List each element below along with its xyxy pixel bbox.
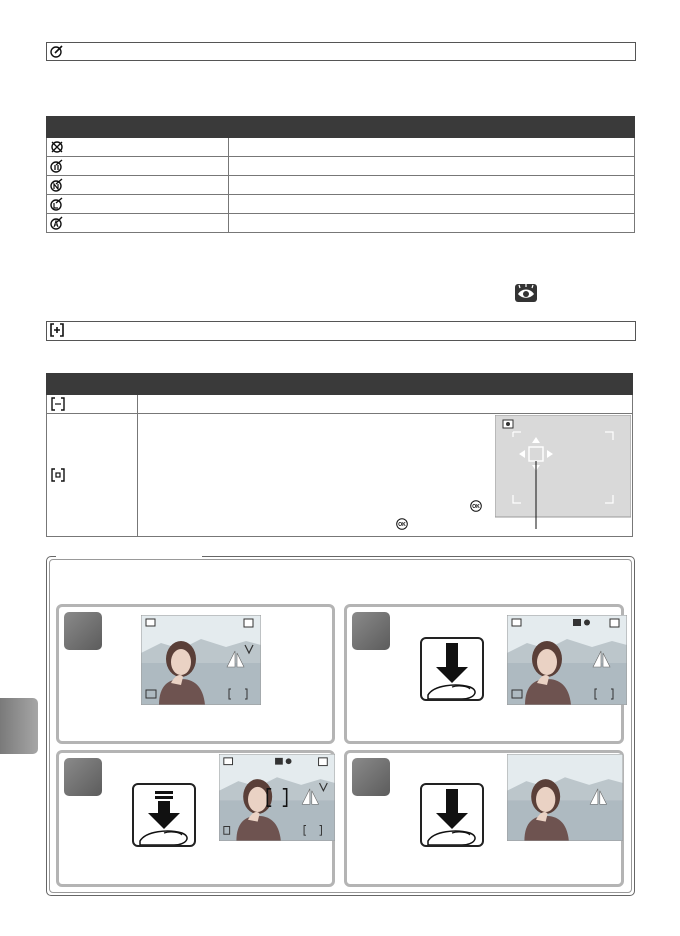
camera-lcd-icon	[507, 615, 627, 705]
photo-preview-icon	[507, 754, 623, 841]
step-panel-1	[56, 604, 335, 744]
table-row	[47, 395, 633, 414]
step-number-badge	[64, 612, 102, 650]
shutter-full-press-icon	[420, 783, 484, 847]
auto-mode-icon	[50, 216, 64, 230]
manual-focus-icon	[51, 468, 65, 482]
camera-lcd-icon	[219, 754, 335, 841]
step-panel-2	[344, 604, 624, 744]
low-mode-icon	[50, 197, 64, 211]
sensitivity-table	[46, 116, 635, 233]
off-mode-icon	[50, 140, 64, 154]
center-focus-icon	[51, 397, 65, 411]
high-mode-icon	[50, 159, 64, 173]
shutter-half-press-icon	[420, 637, 484, 701]
ok-button-icon	[470, 500, 482, 512]
ok-button-icon	[396, 518, 408, 530]
shutter-half-press-icon	[132, 783, 196, 847]
focus-pen-icon	[50, 44, 64, 58]
svg-text:OK: OK	[398, 522, 406, 528]
table-row	[47, 176, 635, 195]
focus-brackets-icon	[50, 323, 64, 337]
svg-text:OK: OK	[472, 504, 480, 510]
table-row	[47, 157, 635, 176]
focus-area-table	[46, 373, 633, 537]
eye-icon	[515, 284, 537, 302]
step-panel-3	[56, 750, 335, 887]
sensitivity-header-box	[46, 42, 636, 61]
table-header-row	[47, 117, 635, 138]
table-header-row	[47, 374, 633, 395]
step-number-badge	[352, 612, 390, 650]
focus-area-diagram	[495, 415, 631, 529]
side-tab	[0, 698, 38, 754]
camera-lcd-icon	[141, 615, 261, 705]
step-panel-4	[344, 750, 624, 887]
normal-mode-icon	[50, 178, 64, 192]
table-row	[47, 195, 635, 214]
step-number-badge	[64, 758, 102, 796]
table-row	[47, 138, 635, 157]
step-number-badge	[352, 758, 390, 796]
table-row	[47, 414, 633, 537]
table-row	[47, 214, 635, 233]
focus-area-header-box	[46, 321, 636, 341]
